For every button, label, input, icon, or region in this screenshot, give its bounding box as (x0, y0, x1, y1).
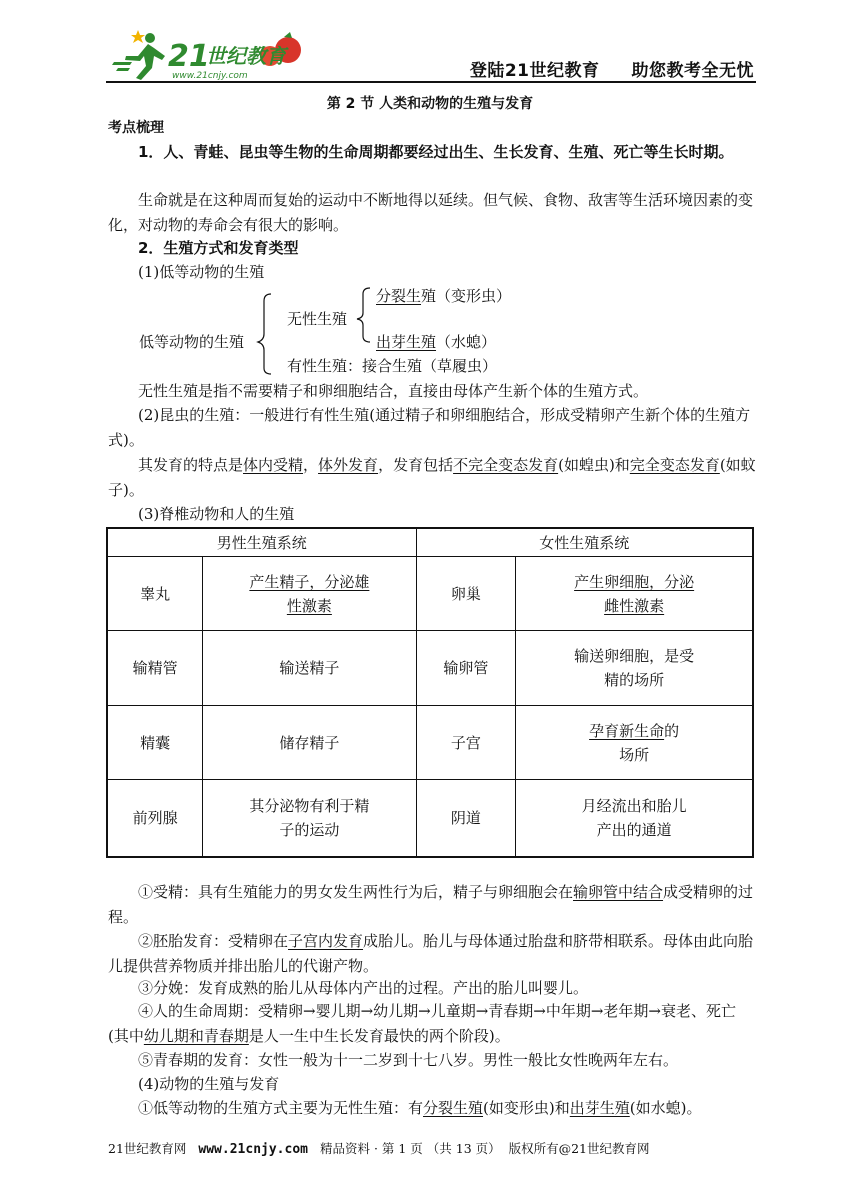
male-function-line-2: 性激素 (286, 596, 332, 615)
male-function (203, 780, 416, 858)
point-1-body: 生命就是在这种周而复始的运动中不断地得以延续。但气候、食物、敌害等生活环境因素的变化，对动物的寿命会有很大的影响。 (108, 191, 754, 234)
item-4-underlined: 幼儿期和青春期 (143, 1027, 249, 1045)
male-organ: 输精管 (107, 631, 203, 706)
dev-incomplete-metamorphosis: 不完全变态发育 (453, 456, 559, 474)
item-6-text: ①低等动物的生殖方式主要为无性生殖：有 (138, 1099, 424, 1117)
dev-complete-metamorphosis: 完全变态发育 (629, 456, 720, 474)
item-2-text: ②胚胎发育：受精卵在 (138, 932, 289, 950)
fission-rest: 殖（变形虫） (421, 287, 512, 305)
female-function-suffix: 的 (664, 721, 680, 740)
reproduction-diagram (108, 284, 668, 378)
item-2-underlined: 子宫内发育 (288, 932, 364, 950)
slogan-2: 助您教考全无忧 (631, 61, 754, 81)
item-6-end: (如水螅)。 (629, 1099, 702, 1117)
item-delivery: ③分娩：发育成熟的胎儿从母体内产出的过程。产出的胎儿叫婴儿。 (138, 979, 589, 997)
item-6-fission: 分裂生殖 (423, 1099, 484, 1117)
male-function (203, 557, 416, 631)
footer-page-info: 精品资料 · 第 1 页 （共 13 页） (319, 1141, 501, 1156)
header-divider (106, 81, 756, 83)
female-function-line-1: 输送卵细胞，是受 (574, 647, 695, 665)
insect-development (108, 453, 756, 503)
female-function-line-2: 场所 (619, 745, 650, 764)
logo-text: 世纪教育 (206, 44, 286, 68)
page-footer (108, 1139, 758, 1157)
item-lower-animals (138, 1096, 758, 1121)
female-function-line-1: 月经流出和胎儿 (581, 797, 687, 815)
male-system-header: 男性生殖系统 (107, 528, 416, 557)
female-function (516, 557, 753, 631)
male-function-line-2: 子的运动 (279, 821, 340, 839)
item-1-end: 成受精卵的过程。 (108, 883, 754, 926)
female-system-header: 女性生殖系统 (416, 528, 753, 557)
female-organ: 卵巢 (416, 557, 516, 631)
female-function-line-2: 产出的通道 (596, 821, 672, 839)
reproductive-system-table (106, 527, 754, 858)
footer-site: 21世纪教育网 (108, 1141, 187, 1156)
diagram-fission (376, 285, 511, 306)
page-header (106, 20, 756, 82)
female-organ: 阴道 (416, 780, 516, 858)
male-function: 储存精子 (203, 706, 416, 780)
female-organ: 子宫 (416, 706, 516, 780)
male-organ: 睾丸 (107, 557, 203, 631)
slogan-1: 登陆21世纪教育 (469, 61, 600, 81)
diagram-asexual: 无性生殖 (287, 310, 348, 328)
male-organ: 精囊 (107, 706, 203, 780)
budding-rest: （水螅） (436, 333, 497, 351)
section-title: 第 2 节 人类和动物的生殖与发育 (326, 96, 534, 112)
point-2-heading: 2．生殖方式和发育类型 (138, 239, 299, 257)
male-function-line-1: 其分泌物有利于精 (249, 797, 370, 815)
footer-url[interactable]: www.21cnjy.com (198, 1142, 308, 1157)
insect-reproduction: (2)昆虫的生殖：一般进行有性生殖(通过精子和卵细胞结合，形成受精卵产生新个体的生殖方式)。 (108, 406, 751, 449)
male-function: 输送精子 (203, 631, 416, 706)
item-6-budding: 出芽生殖 (569, 1099, 630, 1117)
dev-external-development: 体外发育 (318, 456, 379, 474)
diagram-root: 低等动物的生殖 (139, 333, 245, 351)
point-1-heading: 1．人、青蛙、昆虫等生物的生命周期都要经过出生、生长发育、生殖、死亡等生长时期。 (138, 143, 734, 161)
male-organ: 前列腺 (107, 780, 203, 858)
sub-heading-3: (3)脊椎动物和人的生殖 (138, 505, 295, 523)
item-fertilization (108, 880, 756, 930)
section-label: 考点梳理 (108, 120, 164, 136)
svg-text:21: 21 (168, 39, 210, 74)
logo-url-text: www.21cnjy.com (172, 71, 248, 81)
footer-copyright: 版权所有@21世纪教育网 (508, 1141, 650, 1156)
diagram-budding (376, 331, 496, 352)
fission-underlined: 分裂生 (376, 287, 422, 305)
female-function (516, 706, 753, 780)
female-function-line-2: 精的场所 (604, 671, 665, 689)
asexual-definition: 无性生殖是指不需要精子和卵细胞结合，直接由母体产生新个体的生殖方式。 (138, 382, 649, 400)
female-organ: 输卵管 (416, 631, 516, 706)
dev-mid2: (如蝗虫)和 (558, 456, 630, 474)
sub-heading-4: (4)动物的生殖与发育 (138, 1075, 280, 1093)
item-6-mid: (如变形虫)和 (483, 1099, 570, 1117)
table-row (107, 780, 753, 858)
dev-sep: ， (303, 456, 319, 474)
item-1-underlined: 输卵管中结合 (573, 883, 664, 901)
dev-mid: ，发育包括 (378, 456, 454, 474)
budding-underlined: 出芽生殖 (376, 333, 437, 351)
sub-heading-1: (1)低等动物的生殖 (138, 263, 265, 281)
female-function (516, 780, 753, 858)
item-embryo (108, 929, 756, 979)
table-row (107, 631, 753, 706)
diagram-sexual: 有性生殖：接合生殖（草履虫） (287, 357, 498, 375)
dev-internal-fertilization: 体内受精 (243, 456, 304, 474)
table-row (107, 557, 753, 631)
female-function (516, 631, 753, 706)
item-1-text: ①受精：具有生殖能力的男女发生两性行为后，精子与卵细胞会在 (138, 883, 574, 901)
star-icon (131, 30, 145, 43)
table-row (107, 706, 753, 780)
male-function-line-1: 产生精子，分泌雄 (249, 572, 370, 591)
dev-prefix: 其发育的特点是 (138, 456, 244, 474)
item-life-cycle (108, 999, 756, 1049)
item-4-text: ④人的生命周期：受精卵→婴儿期→幼儿期→儿童期→青春期→中年期→老年期→衰老、死亡(其中 (108, 1002, 736, 1045)
dev-end: (如蚊子)。 (108, 456, 756, 499)
item-puberty: ⑤青春期的发育：女性一般为十一二岁到十七八岁。男性一般比女性晚两年左右。 (138, 1051, 679, 1069)
female-function-line-2: 雌性激素 (604, 596, 665, 615)
female-function-line-1: 孕育新生命 (589, 721, 665, 740)
female-function-line-1: 产生卵细胞，分泌 (574, 572, 695, 591)
header-slogan (438, 56, 754, 81)
item-2-end: 成胎儿。胎儿与母体通过胎盘和脐带相联系。母体由此向胎儿提供营养物质并排出胎儿的代谢产物。 (108, 932, 754, 975)
site-logo (110, 26, 310, 82)
item-4-end: 是人一生中生长发育最快的两个阶段)。 (248, 1027, 510, 1045)
